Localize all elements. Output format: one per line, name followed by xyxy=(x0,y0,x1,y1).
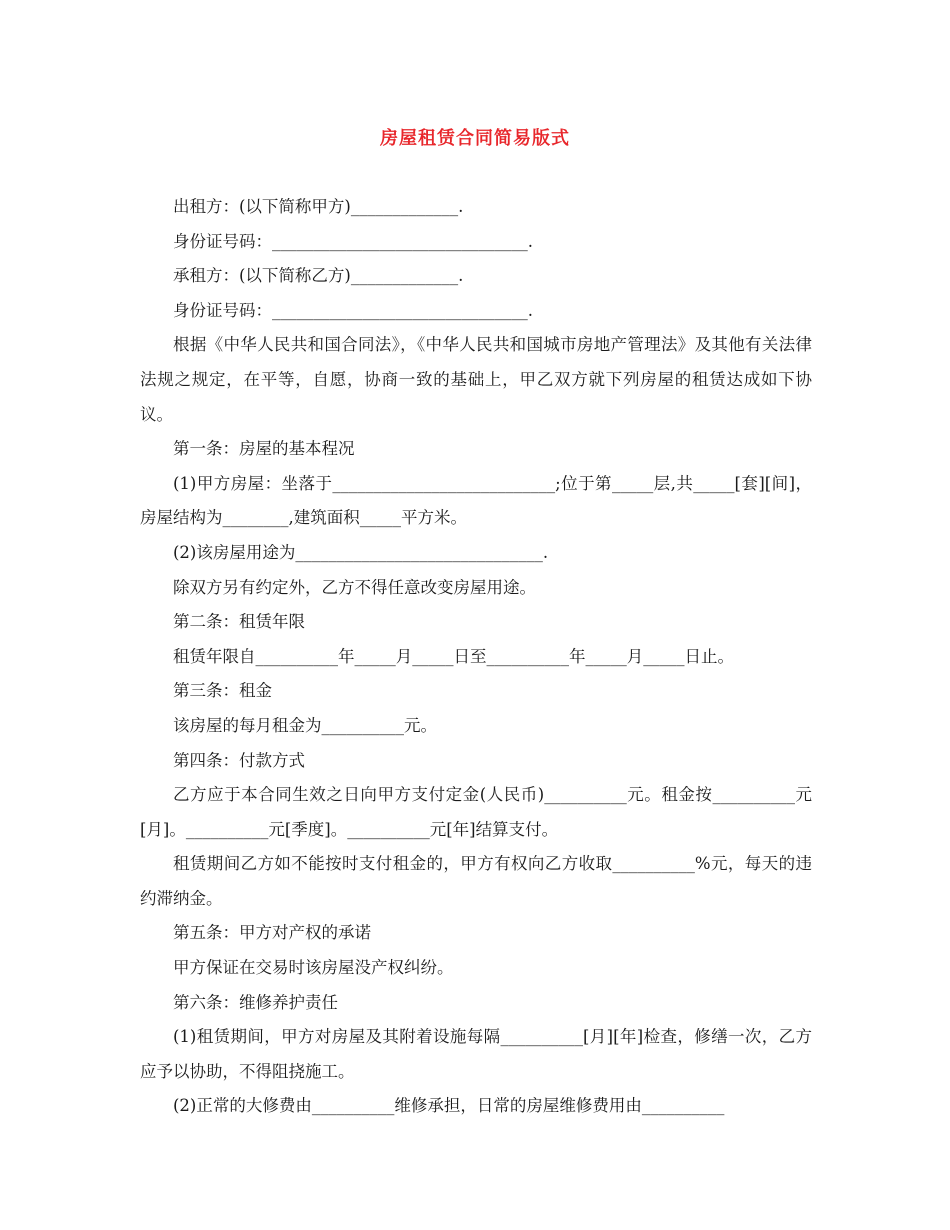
article-5-heading: 第五条：甲方对产权的承诺 xyxy=(173,923,371,943)
article-1-clause-1: (1)甲方房屋：坐落于___________________________;位于第_____层,共_____[套][间]，房屋结构为________,建筑面积_____平方米。 xyxy=(140,473,812,528)
article-1-clause-2: (2)该房屋用途为______________________________. xyxy=(173,542,549,562)
lessee-line: 承租方：(以下简称乙方)_____________. xyxy=(173,266,464,286)
article-1-heading: 第一条：房屋的基本程况 xyxy=(173,439,355,459)
document-title: 房屋租赁合同简易版式 xyxy=(380,128,570,149)
article-2-text: 租赁年限自__________年_____月_____日至__________年_____月_____日止。 xyxy=(173,646,734,666)
article-1-note: 除双方另有约定外，乙方不得任意改变房屋用途。 xyxy=(173,577,536,597)
lessor-id-line: 身份证号码：_______________________________. xyxy=(173,231,533,251)
article-5-text: 甲方保证在交易时该房屋没产权纠纷。 xyxy=(173,958,454,978)
article-3-text: 该房屋的每月租金为__________元。 xyxy=(173,715,437,735)
article-4-penalty: 租赁期间乙方如不能按时支付租金的，甲方有权向乙方收取__________%元，每天的违约滞纳金。 xyxy=(140,854,812,908)
article-2-heading: 第二条：租赁年限 xyxy=(173,612,305,632)
article-6-clause-1: (1)租赁期间，甲方对房屋及其附着设施每隔__________[月][年]检查，修缮一次，乙方应予以协助，不得阻挠施工。 xyxy=(140,1027,812,1081)
article-3-heading: 第三条：租金 xyxy=(173,681,272,701)
document-body xyxy=(140,190,812,1124)
preamble-paragraph: 根据《中华人民共和国合同法》，《中华人民共和国城市房地产管理法》及其他有关法律法规之规定，在平等，自愿，协商一致的基础上，甲乙双方就下列房屋的租赁达成如下协议。 xyxy=(140,335,812,424)
article-6-clause-2: (2)正常的大修费由__________维修承担，日常的房屋维修费用由__________ xyxy=(173,1096,725,1116)
article-4-heading: 第四条：付款方式 xyxy=(173,750,305,770)
lessee-id-line: 身份证号码：_______________________________. xyxy=(173,300,533,320)
lessor-line: 出租方：(以下简称甲方)_____________. xyxy=(173,197,464,216)
article-4-text: 乙方应于本合同生效之日向甲方支付定金(人民币)__________元。租金按__________元[月]。__________元[季度]。__________元[年]结算支付。 xyxy=(140,785,812,839)
article-6-heading: 第六条：维修养护责任 xyxy=(173,992,338,1012)
